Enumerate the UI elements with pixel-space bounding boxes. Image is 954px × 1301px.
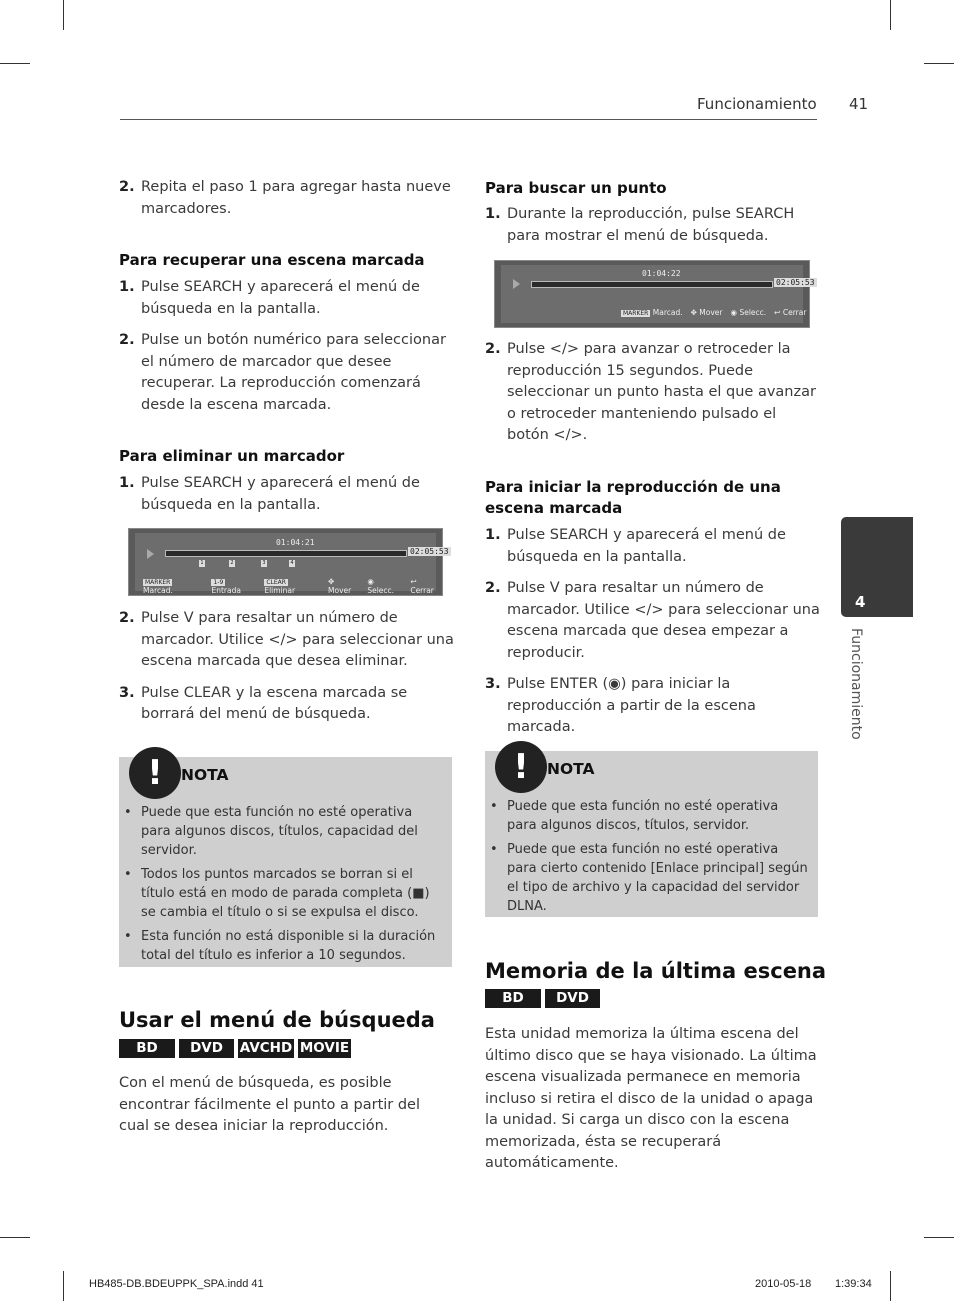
crop-mark xyxy=(924,63,954,64)
warning-icon: ! xyxy=(495,741,547,793)
note-item: • Puede que esta función no esté operativa para cierto contenido [Enlace principal] según el tipo de archivo y la capacidad del servidor DLNA. xyxy=(485,840,810,916)
remove-step-2: 2. Pulse V para resaltar un número de marcador. Utilice </> para seleccionar una escena marcada que desea eliminar. xyxy=(119,610,454,669)
osd-legend: MARKER Marcad. 1-9 Entrada CLEAR Eliminar ✥ Mover ◉ Selecc. ↩ Cerrar xyxy=(143,577,434,595)
running-header-section: Funcionamiento xyxy=(697,95,817,113)
chapter-side-label: Funcionamiento xyxy=(848,628,864,740)
chapter-tab xyxy=(841,517,913,617)
marker-icon: 1 xyxy=(200,560,204,566)
crop-mark xyxy=(0,1237,30,1238)
crop-mark xyxy=(0,63,30,64)
marker-icon: 2 xyxy=(230,560,234,566)
osd-legend: MARKER Marcad. ✥ Mover ◉ Selecc. ↩ Cerrar xyxy=(623,308,807,317)
badge-avchd: AVCHD xyxy=(239,1040,293,1056)
footer-file: HB485-DB.BDEUPPK_SPA.indd 41 xyxy=(89,1278,264,1290)
find-step-1: 1. Durante la reproducción, pulse SEARCH para mostrar el menú de búsqueda. xyxy=(485,206,795,244)
note-box-left xyxy=(119,753,452,967)
badge-dvd: DVD xyxy=(179,1039,234,1058)
search-menu-screenshot xyxy=(494,260,815,328)
osd-progress-track xyxy=(531,281,773,288)
recover-title: Para recuperar una escena marcada xyxy=(119,251,425,269)
header-rule xyxy=(120,119,817,120)
search-menu-screenshot-marker xyxy=(128,528,449,596)
osd-progress-track xyxy=(165,550,407,557)
recover-step-2: 2. Pulse un botón numérico para seleccionar el número de marcador que desee recuperar. La reproducción comenzará desde la escena marcada. xyxy=(119,332,446,413)
marker-icon: 3 xyxy=(262,560,266,566)
warning-icon: ! xyxy=(129,747,181,799)
note-item: • Todos los puntos marcados se borran si el título está en modo de parada completa (■) se cambia el título o si se expulsa el disco. xyxy=(119,865,444,922)
osd-total-time: 02:05:53 xyxy=(410,547,449,556)
step-text: Repita el paso 1 para agregar hasta nueve marcadores. xyxy=(141,179,451,217)
last-scene-body: Esta unidad memoriza la última escena del último disco que se haya visionado. La última escena visualizada permanece en memoria incluso si retira el disco de la unidad o apaga la unidad. Si carga un disco con la escena memorizada, ésta se recuperará automáticamente. xyxy=(485,1026,817,1171)
disc-badges-search xyxy=(119,1039,351,1058)
crop-mark xyxy=(63,1271,64,1301)
crop-mark xyxy=(890,0,891,30)
badge-movie: MOVIE xyxy=(299,1040,350,1056)
note-box-right xyxy=(485,747,818,917)
find-section xyxy=(485,178,820,247)
start-step-2: 2. Pulse V para resaltar un número de marcador. Utilice </> para seleccionar una escena marcada que desea empezar a reproducir. xyxy=(485,580,820,661)
play-icon xyxy=(513,279,520,289)
step-number: 2. xyxy=(119,179,135,195)
osd-total-time: 02:05:53 xyxy=(776,278,815,287)
remove-section xyxy=(119,446,454,516)
remove-step-3: 3. Pulse CLEAR y la escena marcada se borrará del menú de búsqueda. xyxy=(119,684,408,722)
crop-mark xyxy=(924,1237,954,1238)
play-icon xyxy=(147,549,154,559)
badge-bd: BD xyxy=(119,1039,175,1058)
search-menu-heading: Usar el menú de búsqueda xyxy=(119,1008,435,1032)
last-scene-heading: Memoria de la última escena xyxy=(485,959,827,983)
search-menu-body: Con el menú de búsqueda, es posible encontrar fácilmente el punto a partir del cual se desea iniciar la reproducción. xyxy=(119,1075,421,1134)
footer-time: 1:39:34 xyxy=(835,1278,872,1290)
disc-badges-last-scene xyxy=(485,989,600,1008)
osd-time: 01:04:22 xyxy=(642,269,681,278)
note-title: NOTA xyxy=(181,766,229,784)
left-step-2 xyxy=(119,177,454,220)
start-section xyxy=(485,477,820,739)
find-step-2: 2. Pulse </> para avanzar o retroceder la reproducción 15 segundos. Puede seleccionar un punto hasta el que avanzar o retroceder manteniendo pulsado el botón </>. xyxy=(485,341,816,443)
start-step-1: 1. Pulse SEARCH y aparecerá el menú de búsqueda en la pantalla. xyxy=(485,527,786,565)
footer-date: 2010-05-18 xyxy=(755,1278,812,1290)
crop-mark xyxy=(890,1271,891,1301)
marker-icon: 4 xyxy=(290,560,294,566)
note-title: NOTA xyxy=(547,760,595,778)
find-title: Para buscar un punto xyxy=(485,179,667,197)
remove-step-1: 1. Pulse SEARCH y aparecerá el menú de búsqueda en la pantalla. xyxy=(119,475,420,513)
note-item: • Puede que esta función no esté operativa para algunos discos, títulos, servidor. xyxy=(485,797,810,835)
osd-time: 01:04:21 xyxy=(276,538,315,547)
start-step-3: 3. Pulse ENTER (◉) para iniciar la reproducción a partir de la escena marcada. xyxy=(485,676,756,735)
remove-steps-2-3 xyxy=(119,608,454,726)
crop-mark xyxy=(63,0,64,30)
recover-section xyxy=(119,250,454,416)
chapter-number: 4 xyxy=(855,593,866,611)
badge-bd: BD xyxy=(485,989,541,1008)
badge-dvd: DVD xyxy=(545,989,600,1008)
note-item: • Puede que esta función no esté operativa para algunos discos, títulos, capacidad del servidor. xyxy=(119,803,444,860)
recover-step-1: 1. Pulse SEARCH y aparecerá el menú de búsqueda en la pantalla. xyxy=(119,279,420,317)
note-item: • Esta función no está disponible si la duración total del título es inferior a 10 segundos. xyxy=(119,927,444,965)
page-number: 41 xyxy=(849,95,869,113)
start-title: Para iniciar la reproducción de una escena marcada xyxy=(485,478,781,517)
remove-title: Para eliminar un marcador xyxy=(119,447,345,465)
